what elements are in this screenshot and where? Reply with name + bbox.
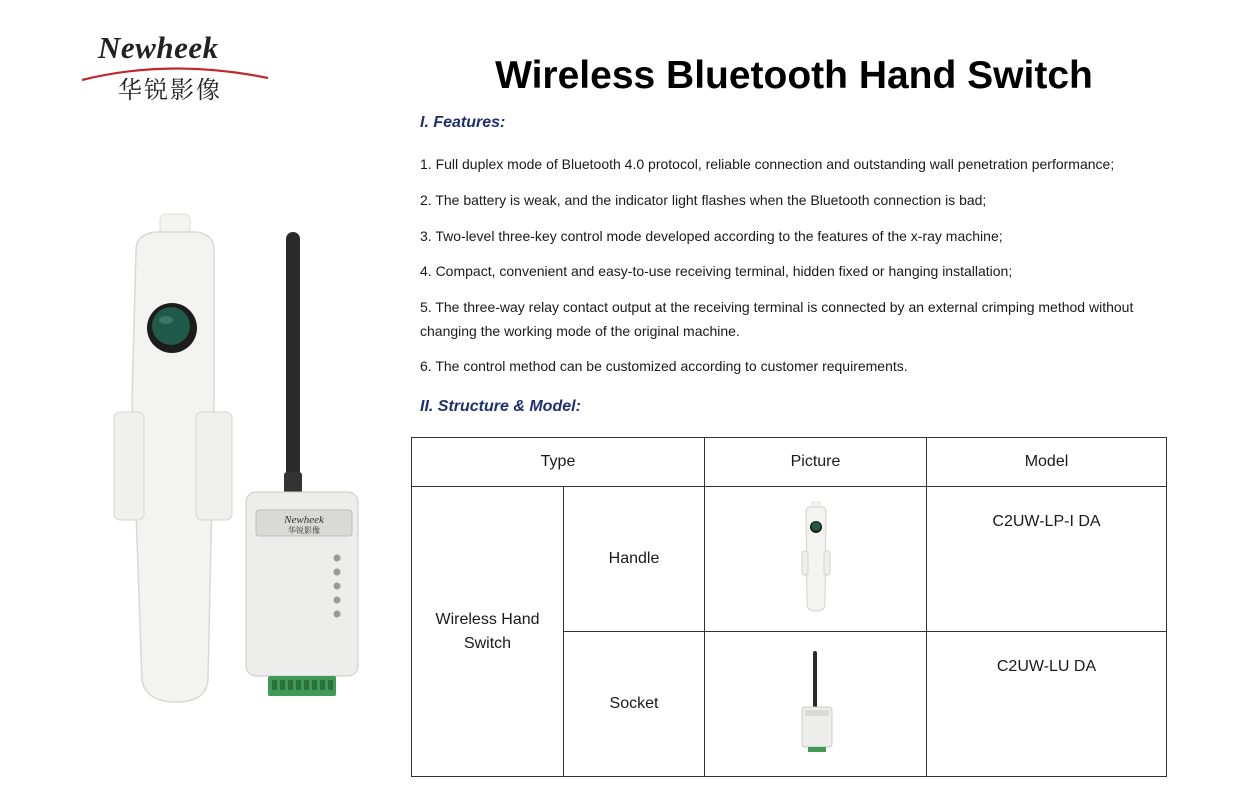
- feature-item: 2. The battery is weak, and the indicator light flashes when the Bluetooth connection is bad;: [420, 192, 987, 208]
- table-row: [412, 487, 1167, 632]
- structure-heading: II. Structure & Model:: [420, 398, 581, 415]
- model-handle-text: C2UW-LP-I DA: [992, 513, 1101, 530]
- page-title: Wireless Bluetooth Hand Switch: [495, 54, 1093, 97]
- feature-item: 4. Compact, convenient and easy-to-use receiving terminal, hidden fixed or hanging installation;: [420, 263, 1013, 279]
- header-picture: Picture: [705, 438, 927, 487]
- header-model: Model: [927, 438, 1167, 487]
- feature-item: 5. The three-way relay contact output at the receiving terminal is connected by an external crimping method without changing the working mode of the original machine.: [420, 299, 1134, 339]
- features-heading: I. Features:: [420, 114, 506, 131]
- handle-illustration: [114, 214, 232, 702]
- feature-item: 6. The control method can be customized according to customer requirements.: [420, 358, 908, 374]
- logo-chinese: 华锐影像: [118, 76, 222, 104]
- table-header-row: [412, 438, 1167, 487]
- header-type: Type: [412, 438, 705, 487]
- picture-handle: [705, 487, 927, 632]
- socket-thumbnail: [796, 649, 836, 755]
- svg-text:华锐影像: 华锐影像: [288, 526, 320, 535]
- part-handle: Handle: [564, 487, 705, 632]
- group-label: [412, 487, 564, 777]
- product-photo: [96, 210, 386, 720]
- structure-model-table: [411, 437, 1167, 777]
- logo-wordmark: Newheek: [98, 30, 219, 65]
- model-socket-text: C2UW-LU DA: [996, 658, 1097, 675]
- picture-socket: [705, 632, 927, 777]
- svg-text:Newheek: Newheek: [284, 514, 324, 526]
- brand-logo: [80, 30, 270, 105]
- socket-illustration: [246, 232, 358, 696]
- feature-item: 3. Two-level three-key control mode developed according to the features of the x-ray machine;: [420, 228, 1003, 244]
- model-handle: [927, 487, 1167, 632]
- model-socket: [927, 632, 1167, 777]
- part-socket: Socket: [564, 632, 705, 777]
- feature-item: 1. Full duplex mode of Bluetooth 4.0 protocol, reliable connection and outstanding wall penetration performance;: [420, 156, 1115, 172]
- handle-thumbnail: [796, 501, 836, 613]
- group-label-text: Wireless Hand Switch: [435, 610, 540, 652]
